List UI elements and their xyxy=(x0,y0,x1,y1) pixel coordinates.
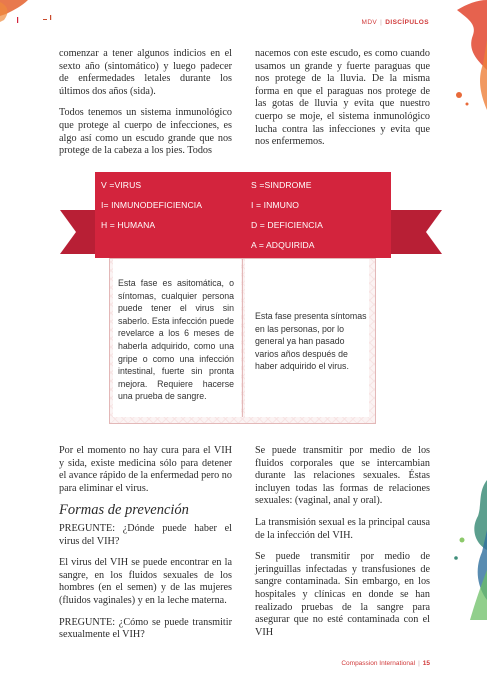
watercolor-decoration-bottom-right xyxy=(440,480,487,620)
definition-item: H = HUMANA xyxy=(101,220,156,230)
acronym-definitions-vih xyxy=(101,175,202,235)
paragraph: La transmisión sexual es la principal causa de la infección del VIH. xyxy=(255,516,430,541)
answer: El virus del VIH se puede encontrar en la sangre, en los fluidos sexuales de los hombres (en el semen) y de las mujeres (fluidos vaginales) y en la leche materna. xyxy=(59,557,232,606)
running-header: MDV | DISCÍPULOS xyxy=(361,19,429,26)
watercolor-decoration-top-left xyxy=(0,0,60,40)
definition-item: V =VIRUS xyxy=(101,180,142,190)
section-heading: Formas de prevención xyxy=(59,502,189,519)
header-section: DISCÍPULOS xyxy=(385,19,429,26)
asymptomatic-phase-text: Esta fase es asitomática, o síntomas, cualquier persona puede tener el virus sin saberlo. Esta infección puede revelarce a los 6 meses de haberla adquirido, como una gripe o como una infección intestinal, fuerte sin pronta mejora. Requiere hacerse una prueba de sangre. xyxy=(118,278,234,402)
paragraph: Se puede transmitir por medio de jeringuillas infectadas y transfusiones de sangre contaminada. Sin embargo, en los hospitales y clínicas en donde se han realizado pruebas de la sangre para asegurar que no esté contaminada con el VIH xyxy=(255,551,430,638)
definition-item: D = DEFICIENCIA xyxy=(251,220,323,230)
header-prefix: MDV xyxy=(361,19,378,26)
ribbon-tail-right xyxy=(390,210,442,254)
acronym-definitions-sida xyxy=(251,175,323,255)
bottom-left-column xyxy=(59,445,232,651)
page-footer: Compassion International | 15 xyxy=(341,660,430,667)
watercolor-decoration-top-right xyxy=(437,0,487,140)
top-right-column xyxy=(255,48,430,158)
definition-item: S =SINDROME xyxy=(251,180,312,190)
question: PREGUNTE: ¿Dónde puede haber el virus del VIH? xyxy=(59,522,232,547)
page-number: 15 xyxy=(422,660,430,667)
question: PREGUNTE: ¿Cómo se puede transmitir sexualmente el VIH? xyxy=(59,616,232,641)
footer-publisher: Compassion International xyxy=(341,660,416,667)
definition-item: I= INMUNODEFICIENCIA xyxy=(101,200,203,210)
paragraph: Todos tenemos un sistema inmunológico que protege al cuerpo de infecciones, es algo así como un escudo grande que nos protege de la cabeza a los pies. Todos xyxy=(59,107,232,157)
paragraph: comenzar a tener algunos indicios en el sexto año (sintomático) y luego padecer de enfermedades letales durante los últimos dos años (sida). xyxy=(59,48,232,97)
paragraph: Se puede transmitir por medio de los fluidos corporales que se intercambian durante las relaciones sexuales. Éstas incluyen todas las formas de relaciones sexuales: (vaginal, anal y oral). xyxy=(255,445,430,507)
top-left-column xyxy=(59,48,232,167)
paragraph: nacemos con este escudo, es como cuando usamos un grande y fuerte paraguas que nos protege de la lluvia. De la misma forma en que el paraguas nos protege de las gotas de lluvia y evita que nuestro cuerpo se moje, el sistema inmunológico lucha contra las infecciones y evita que nos enfermemos. xyxy=(255,48,430,148)
symptomatic-phase-text: Esta fase presenta síntomas en las personas, por lo general ya han pasado varios años después de haber adquirido el virus. xyxy=(255,311,367,372)
phase-divider xyxy=(242,259,243,417)
paragraph: Por el momento no hay cura para el VIH y sida, existe medicina sólo para detener el avance rápido de la enfermedad pero no para eliminar el virus. xyxy=(59,445,232,494)
definition-item: I = INMUNO xyxy=(251,200,300,210)
bottom-right-column xyxy=(255,445,430,648)
definition-item: A = ADQUIRIDA xyxy=(251,240,315,250)
